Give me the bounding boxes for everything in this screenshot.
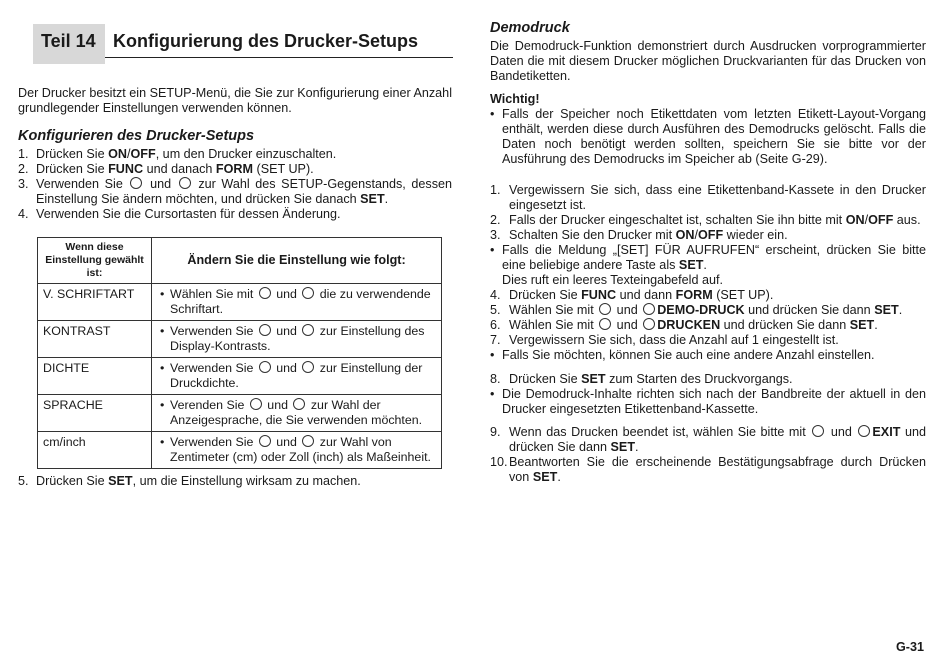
important-label: Wichtig!	[490, 92, 540, 106]
cursor-key-down-icon	[293, 398, 305, 410]
important-note: • Falls der Speicher noch Etikettdaten vom letzten Etikett-Layout-Vorgang enthält, werden diese durch Ausführen des Demodrucks gelöscht. Falls die Daten noch benötigt werden sollten, speichern Sie sie bitte vor der Ausführung des Demodrucks im Speicher ab (Seite G-29).	[490, 107, 926, 167]
cursor-key-right-icon	[302, 361, 314, 373]
cursor-key-down-icon	[643, 318, 655, 330]
chapter-title-rule	[105, 57, 453, 58]
setup-step-1: 1. Drücken Sie ON/OFF, um den Drucker einzuschalten.	[18, 147, 337, 161]
chapter-number: Teil 14	[41, 31, 96, 51]
demo-bullet-message: • Falls die Meldung „[SET] FÜR AUFRUFEN“ erscheint, drücken Sie bitte eine beliebige andere Taste als SET. Dies ruft ein leeres Texteingabefeld auf.	[490, 243, 926, 288]
intro-paragraph: Der Drucker besitzt ein SETUP-Menü, die Sie zur Konfigurierung einer Anzahl grundlegender Einstellungen verwenden können.	[18, 86, 452, 115]
table-row: V. SCHRIFTART • Wählen Sie mit und die zu verwendende Schriftart.	[38, 284, 442, 321]
demo-step-9: 9. Wenn das Drucken beendet ist, wählen Sie bitte mit und EXIT und drücken Sie dann SET.	[490, 425, 926, 454]
demo-step-10: 10. Beantworten Sie die erscheinende Bestätigungsabfrage durch Drücken von SET.	[490, 455, 926, 484]
setting-name: KONTRAST	[38, 321, 152, 358]
cursor-key-down-icon	[179, 177, 191, 189]
page-number: G-31	[896, 640, 924, 654]
cursor-key-down-icon	[643, 303, 655, 315]
cursor-key-left-icon	[259, 324, 271, 336]
demo-steps-9-10	[490, 425, 926, 485]
setup-step-5: 5. Drücken Sie SET, um die Einstellung wirksam zu machen.	[18, 474, 361, 488]
demo-step-5: 5. Wählen Sie mit und DEMO-DRUCK und drücken Sie dann SET.	[490, 303, 903, 317]
demo-intro: Die Demodruck-Funktion demonstriert durch Ausdrucken vorprogrammierter Daten die mit diesem Drucker möglichen Druckvarianten für das Drucken von Bandetiketten.	[490, 39, 926, 83]
table-header-change: Ändern Sie die Einstellung wie folgt:	[152, 238, 442, 284]
cursor-key-down-icon	[858, 425, 870, 437]
cursor-key-up-icon	[599, 318, 611, 330]
cursor-key-up-icon	[250, 398, 262, 410]
section-heading-demo: Demodruck	[490, 20, 570, 36]
demo-bullet-quantity: • Falls Sie möchten, können Sie auch eine andere Anzahl einstellen.	[490, 348, 926, 363]
setting-name: cm/inch	[38, 432, 152, 469]
cursor-key-right-icon	[302, 324, 314, 336]
demo-steps-1-3	[490, 183, 926, 363]
setting-name: V. SCHRIFTART	[38, 284, 152, 321]
demo-step-2: 2. Falls der Drucker eingeschaltet ist, schalten Sie ihn bitte mit ON/OFF aus.	[490, 213, 921, 227]
setup-step-4: 4. Verwenden Sie die Cursortasten für dessen Änderung.	[18, 207, 341, 221]
demo-step-7: 7. Vergewissern Sie sich, dass die Anzahl auf 1 eingestellt ist.	[490, 333, 839, 347]
setup-step-3: 3. Verwenden Sie und zur Wahl des SETUP-Gegenstands, dessen Einstellung Sie ändern möchten, und drücken Sie danach SET.	[18, 177, 453, 206]
demo-bullet-tape-width: • Die Demodruck-Inhalte richten sich nach der Bandbreite der aktuell in den Drucker eingesetzten Etikettenband-Kassette.	[490, 387, 926, 417]
cursor-key-up-icon	[812, 425, 824, 437]
demo-step-3: 3. Schalten Sie den Drucker mit ON/OFF wieder ein.	[490, 228, 788, 242]
cursor-key-up-icon	[599, 303, 611, 315]
table-header-setting: Wenn diese Einstellung gewählt ist:	[38, 238, 152, 284]
section-heading-setup: Konfigurieren des Drucker-Setups	[18, 128, 255, 144]
table-row: DICHTE • Verwenden Sie und zur Einstellung der Druckdichte.	[38, 358, 442, 395]
demo-step-6: 6. Wählen Sie mit und DRUCKEN und drücken Sie dann SET.	[490, 318, 878, 332]
setting-name: SPRACHE	[38, 395, 152, 432]
table-row: cm/inch • Verwenden Sie und zur Wahl von Zentimeter (cm) oder Zoll (inch) als Maßeinheit.	[38, 432, 442, 469]
demo-step-1: 1. Vergewissern Sie sich, dass eine Etikettenband-Kassete in den Drucker eingesetzt ist.	[490, 183, 926, 212]
table-row: SPRACHE • Verenden Sie und zur Wahl der Anzeigesprache, die Sie verwenden möchten.	[38, 395, 442, 432]
cursor-key-left-icon	[259, 361, 271, 373]
demo-step-4: 4. Drücken Sie FUNC und dann FORM (SET UP).	[490, 288, 774, 302]
demo-steps-8	[490, 372, 926, 417]
setting-name: DICHTE	[38, 358, 152, 395]
table-header-row	[38, 238, 442, 284]
setup-step-2: 2. Drücken Sie FUNC und danach FORM (SET UP).	[18, 162, 314, 176]
cursor-key-down-icon	[302, 287, 314, 299]
cursor-key-down-icon	[302, 435, 314, 447]
cursor-key-up-icon	[259, 287, 271, 299]
chapter-title: Konfigurierung des Drucker-Setups	[113, 31, 419, 51]
demo-step-8: 8. Drücken Sie SET zum Starten des Druckvorgangs.	[490, 372, 793, 386]
setup-steps	[18, 147, 452, 222]
cursor-key-up-icon	[259, 435, 271, 447]
table-row: KONTRAST • Verwenden Sie und zur Einstellung des Display-Kontrasts.	[38, 321, 442, 358]
cursor-key-up-icon	[130, 177, 142, 189]
setup-settings-table	[37, 237, 442, 469]
